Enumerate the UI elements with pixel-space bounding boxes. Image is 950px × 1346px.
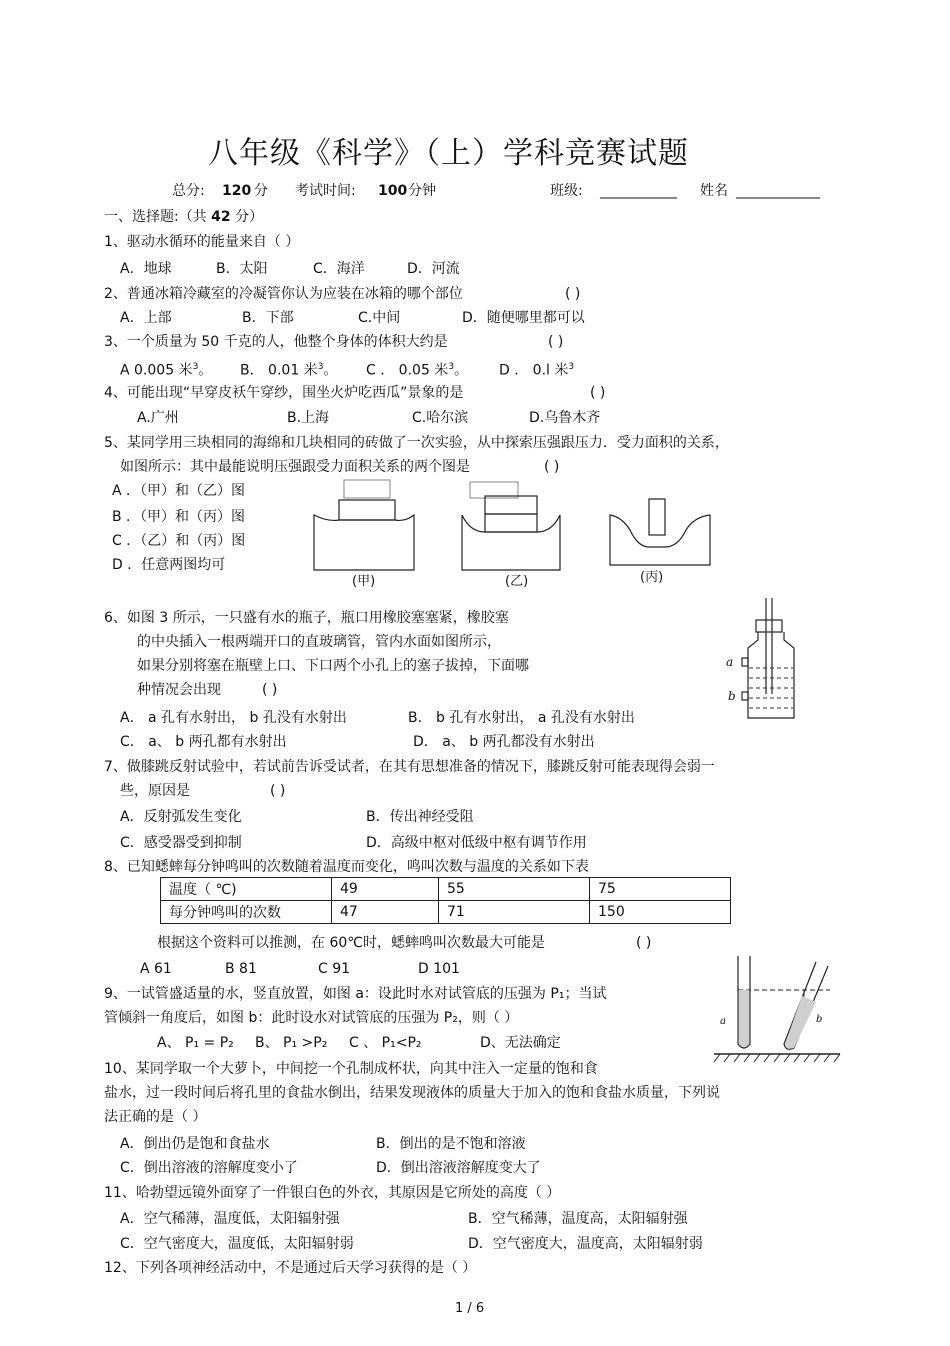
name-label: 姓名: [700, 183, 728, 199]
q9-option-d: D、无法确定: [480, 1035, 561, 1051]
section-heading: 一、选择题:（共 42 分）: [104, 209, 264, 225]
total-label: 总分:: [172, 183, 205, 199]
q9-option-b: B、 P₁ >P₂: [255, 1035, 328, 1051]
q11-option-c: C．空气密度大，温度低，太阳辐射弱: [120, 1236, 354, 1252]
test-tube-diagram: [712, 952, 842, 1064]
q9-line1: 9、一试管盛适量的水，竖直放置，如图 a：设此时水对试管底的压强为 P₁；当试: [104, 986, 607, 1002]
caption-yi: (乙): [505, 574, 529, 589]
q6-line3: 如果分别将塞在瓶壁上口、下口两个小孔上的塞子拔掉，下面哪: [137, 658, 529, 674]
cricket-table: [160, 877, 731, 924]
q2-option-d: D．随便哪里都可以: [462, 310, 585, 326]
label-a: a: [726, 655, 734, 669]
table-cell: 温度（ ℃): [161, 878, 332, 901]
q10-line2: 盐水，过一段时间后将孔里的食盐水倒出，结果发现液体的质量大于加入的饱和食盐水质量，下列说: [104, 1085, 720, 1101]
q10-option-c: C．倒出溶液的溶解度变小了: [120, 1160, 298, 1176]
q11-option-a: A．空气稀薄，温度低，太阳辐射强: [120, 1211, 340, 1227]
q5-option-b: B ．（甲）和（丙）图: [112, 509, 246, 525]
q3-option-b: B． 0.01 米$^3$。: [240, 362, 338, 379]
q10-option-a: A．倒出仍是饱和食盐水: [120, 1136, 270, 1152]
q3-paren: ( ): [548, 334, 564, 350]
table-cell: 75: [590, 878, 731, 901]
q7-option-c: C．感受器受到抑制: [120, 835, 242, 851]
q11-stem: 11、哈勃望远镜外面穿了一件银白色的外衣，其原因是它所处的高度（ ）: [104, 1185, 561, 1201]
q3-option-c: C ． 0.05 米$^3$。: [366, 362, 469, 379]
q7-option-d: D．高级中枢对低级中枢有调节作用: [366, 835, 587, 851]
q8-option-a: A 61: [140, 961, 172, 977]
q7-line2: 些，原因是: [120, 783, 190, 799]
q6-option-b: B． b 孔有水射出， a 孔没有水射出: [408, 710, 635, 726]
q7-option-b: B．传出神经受阻: [366, 809, 474, 825]
table-cell: 47: [332, 901, 439, 924]
caption-jia: (甲): [352, 574, 376, 589]
q12-stem: 12、下列各项神经活动中，不是通过后天学习获得的是（ ）: [104, 1260, 477, 1276]
table-cell: 每分钟鸣叫的次数: [161, 901, 332, 924]
q6-option-c: C． a、 b 两孔都有水射出: [120, 734, 287, 750]
q4-option-a: A.广州: [137, 410, 179, 426]
q4-paren: ( ): [590, 385, 606, 401]
q6-line2: 的中央插入一根两端开口的直玻璃管，管内水面如图所示，: [137, 634, 501, 650]
q6-option-a: A． a 孔有水射出， b 孔没有水射出: [120, 710, 347, 726]
table-cell: 150: [590, 901, 731, 924]
table-cell: 55: [439, 878, 590, 901]
q6-paren: ( ): [262, 682, 278, 698]
q9-option-a: A、 P₁ = P₂: [157, 1035, 234, 1051]
q10-line1: 10、某同学取一个大萝卜，中间挖一个孔制成杯状，向其中注入一定量的饱和食: [104, 1061, 598, 1077]
q10-line3: 法正确的是（ ）: [104, 1109, 207, 1125]
q2-option-c: C.中间: [358, 310, 401, 326]
q3-option-d: D ． 0.l 米$^3$: [499, 362, 575, 379]
table-cell: 71: [439, 901, 590, 924]
bottle-diagram: [722, 596, 802, 726]
q4-option-d: D.乌鲁木齐: [529, 410, 601, 426]
table-row: [161, 878, 731, 901]
sponge-brick-diagram: [300, 475, 720, 595]
q1-option-d: D．河流: [407, 261, 460, 277]
q8-option-d: D 101: [418, 961, 460, 977]
q2-option-a: A．上部: [120, 310, 172, 326]
figure-jia: [314, 480, 414, 570]
label-b: b: [728, 689, 736, 703]
q5-option-a: A ．（甲）和（乙）图: [112, 483, 246, 499]
time-label: 考试时间:: [295, 183, 356, 199]
total-value: 120: [222, 183, 252, 199]
q7-option-a: A．反射弧发生变化: [120, 809, 242, 825]
q5-line1: 5、某同学用三块相同的海绵和几块相同的砖做了一次实验，从中探索压强跟压力．受力面积的关系，: [104, 435, 729, 451]
q8-option-c: C 91: [318, 961, 351, 977]
tube-label-a: a: [720, 1016, 726, 1027]
time-value: 100: [378, 183, 408, 199]
q5-option-c: C ．（乙）和（丙）图: [112, 533, 246, 549]
q8-stem: 8、已知蟋蟀每分钟鸣叫的次数随着温度而变化，鸣叫次数与温度的关系如下表: [104, 859, 589, 875]
q7-paren: ( ): [270, 783, 286, 799]
q2-option-b: B．下部: [242, 310, 294, 326]
q5-option-d: D ．任意两图均可: [112, 557, 226, 573]
q1-stem: 1、驱动水循环的能量来自（ ）: [104, 234, 300, 250]
q10-option-d: D．倒出溶液溶解度变大了: [376, 1160, 541, 1176]
q1-option-c: C．海洋: [313, 261, 365, 277]
q1-option-b: B．太阳: [216, 261, 268, 277]
q8-option-b: B 81: [225, 961, 257, 977]
table-cell: 49: [332, 878, 439, 901]
total-unit: 分: [254, 183, 268, 199]
q2-paren: ( ): [565, 286, 581, 302]
q1-option-a: A．地球: [120, 261, 172, 277]
q6-line1: 6、如图 3 所示，一只盛有水的瓶子，瓶口用橡胶塞塞紧，橡胶塞: [104, 610, 509, 626]
time-unit: 分钟: [408, 183, 436, 199]
q6-option-d: D． a、 b 两孔都没有水射出: [413, 734, 595, 750]
page-title: 八年级《科学》（上）学科竞赛试题: [208, 136, 689, 171]
q7-line1: 7、做膝跳反射试验中，若试前告诉受试者，在其有思想准备的情况下，膝跳反射可能表现得会弱一: [104, 759, 715, 775]
q5-paren: ( ): [544, 459, 560, 475]
class-blank: ___________: [600, 183, 677, 199]
q11-option-d: D．空气密度大，温度高，太阳辐射弱: [468, 1236, 703, 1252]
q9-line2: 管倾斜一角度后，如图 b：此时设水对试管底的压强为 P₂，则（ ）: [104, 1010, 519, 1026]
q11-option-b: B．空气稀薄，温度高，太阳辐射强: [468, 1211, 688, 1227]
q9-option-c: C 、 P₁<P₂: [349, 1035, 422, 1051]
name-blank: ____________: [736, 183, 820, 199]
q2-stem: 2、普通冰箱冷藏室的冷凝管你认为应装在冰箱的哪个部位: [104, 286, 463, 302]
q8-paren: ( ): [636, 935, 652, 951]
class-label: 班级:: [550, 183, 583, 199]
q4-option-c: C.哈尔滨: [412, 410, 469, 426]
figure-bing: [610, 499, 710, 565]
page-number: 1 / 6: [455, 1301, 485, 1316]
q4-stem: 4、可能出现“早穿皮袄午穿纱，围坐火炉吃西瓜”景象的是: [104, 385, 464, 401]
q10-option-b: B．倒出的是不饱和溶液: [376, 1136, 526, 1152]
q3-stem: 3、一个质量为 50 千克的人，他整个身体的体积大约是: [104, 334, 448, 350]
q3-option-a: A 0.005 米$^3$。: [120, 362, 213, 379]
caption-bing: (丙): [640, 570, 664, 585]
q5-line2: 如图所示：其中最能说明压强跟受力面积关系的两个图是: [120, 459, 470, 475]
figure-yi: [462, 482, 560, 570]
q4-option-b: B.上海: [287, 410, 330, 426]
tube-label-b: b: [816, 1014, 823, 1025]
q8-after: 根据这个资料可以推测，在 60℃时，蟋蟀鸣叫次数最大可能是: [157, 935, 545, 951]
table-row: [161, 901, 731, 924]
q6-line4: 种情况会出现: [137, 682, 221, 698]
